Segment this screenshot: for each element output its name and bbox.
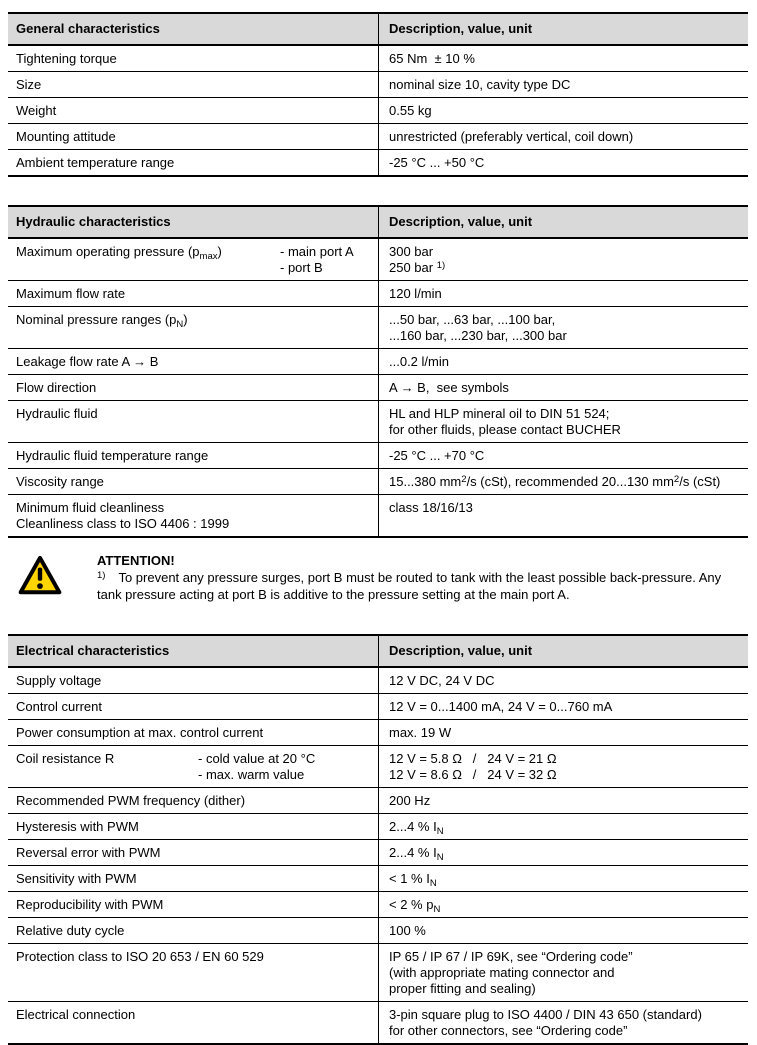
table-row <box>8 865 748 891</box>
row-label: Supply voltage <box>16 672 102 688</box>
row-label-cell <box>8 349 378 374</box>
row-label-cell <box>8 401 378 442</box>
table-row <box>8 46 748 71</box>
table-row <box>8 1001 748 1043</box>
table-row <box>8 149 748 175</box>
row-value-cell: -25 °C ... +50 °C <box>378 150 748 175</box>
row-value-cell: 100 % <box>378 918 748 943</box>
row-label: Maximum flow rate <box>16 285 126 301</box>
row-label: Maximum operating pressure $(p_{max})$ <box>16 243 222 262</box>
row-label-cell <box>8 307 378 348</box>
attention-title: ATTENTION! <box>97 553 175 568</box>
row-sublabel: - main port A - port B <box>280 243 354 275</box>
row-label: Electrical connection <box>16 1006 136 1022</box>
table-title: Hydraulic characteristics <box>16 214 171 229</box>
row-label: Nominal pressure ranges $(p_N)$ <box>16 311 188 330</box>
electrical-header-row <box>8 636 748 668</box>
row-label: Reversal error with PWM <box>16 844 161 860</box>
table-row <box>8 348 748 374</box>
table-row <box>8 306 748 348</box>
table-row <box>8 917 748 943</box>
row-label-cell <box>8 72 378 97</box>
row-value-cell: < 1 % $I_N$ <box>378 866 748 891</box>
table-row <box>8 839 748 865</box>
table-title: Electrical characteristics <box>16 643 170 658</box>
footnote-marker: 1) <box>97 570 106 581</box>
row-value-cell: ...50 bar, ...63 bar, ...100 bar, ...160 bar, ...230 bar, ...300 bar <box>378 307 748 348</box>
row-label: Power consumption at max. control current <box>16 724 264 740</box>
table-row <box>8 787 748 813</box>
table-row <box>8 745 748 787</box>
row-label: Hydraulic fluid temperature range <box>16 447 209 463</box>
attention-note-paragraph <box>97 569 748 603</box>
row-value-cell: max. 19 W <box>378 720 748 745</box>
row-label-cell <box>8 281 378 306</box>
row-label-cell <box>8 46 378 71</box>
row-label: Leakage flow rate A → B <box>16 353 159 369</box>
row-label-cell <box>8 892 378 917</box>
attention-note <box>8 552 748 603</box>
row-label-cell <box>8 668 378 693</box>
row-label: Sensitivity with PWM <box>16 870 137 886</box>
table-row <box>8 668 748 693</box>
row-value-cell: IP 65 / IP 67 / IP 69K, see “Ordering code” (with appropriate mating connector and proper fitting and sealing) <box>378 944 748 1001</box>
attention-text <box>97 552 748 603</box>
table-title: General characteristics <box>16 21 160 36</box>
row-label-cell <box>8 866 378 891</box>
table-row <box>8 239 748 280</box>
row-label-cell <box>8 694 378 719</box>
row-value-cell: 65 Nm ± 10 % <box>378 46 748 71</box>
row-value-cell: 300 bar 250 bar $^{1)}$ <box>378 239 748 280</box>
table-row <box>8 400 748 442</box>
row-label: Protection class to ISO 20 653 / EN 60 529 <box>16 948 264 964</box>
table-row <box>8 943 748 1001</box>
row-label-cell <box>8 239 378 280</box>
table-row <box>8 374 748 400</box>
row-label-cell <box>8 840 378 865</box>
row-label: Weight <box>16 102 57 118</box>
table-value-column-title: Description, value, unit <box>378 14 748 44</box>
electrical-characteristics-table <box>8 634 748 1045</box>
table-value-column-title: Description, value, unit <box>378 636 748 666</box>
row-value-cell: unrestricted (preferably vertical, coil down) <box>378 124 748 149</box>
table-row <box>8 813 748 839</box>
row-sublabel: - cold value at 20 °C - max. warm value <box>198 750 316 782</box>
row-label: Tightening torque <box>16 50 117 66</box>
table-row <box>8 719 748 745</box>
row-value-cell: 120 l/min <box>378 281 748 306</box>
table-row <box>8 891 748 917</box>
row-label-cell <box>8 469 378 494</box>
table-row <box>8 123 748 149</box>
row-value-cell: 3-pin square plug to ISO 4400 / DIN 43 650 (standard) for other connectors, see “Ordering code” <box>378 1002 748 1043</box>
row-label-cell <box>8 443 378 468</box>
row-value-cell: class 18/16/13 <box>378 495 748 536</box>
row-label: Recommended PWM frequency (dither) <box>16 792 246 808</box>
row-label-cell <box>8 1002 378 1043</box>
table-row <box>8 442 748 468</box>
row-value-cell: 12 V = 0...1400 mA, 24 V = 0...760 mA <box>378 694 748 719</box>
row-value-cell: -25 °C ... +70 °C <box>378 443 748 468</box>
row-label-cell <box>8 814 378 839</box>
row-label-cell <box>8 150 378 175</box>
hydraulic-characteristics-table <box>8 205 748 538</box>
row-label-cell <box>8 495 378 536</box>
hydraulic-header-row <box>8 207 748 239</box>
footnote-text: To prevent any pressure surges, port B must be routed to tank with the least possible back-pressure. Any tank pressure acting at port B is additive to the pressure setting at the main port A. <box>97 570 722 602</box>
row-label-cell <box>8 788 378 813</box>
row-label: Hydraulic fluid <box>16 405 98 421</box>
table-row <box>8 494 748 536</box>
row-label: Size <box>16 76 42 92</box>
row-value-cell: A → B, see symbols <box>378 375 748 400</box>
general-header-row <box>8 14 748 46</box>
row-value-cell: ...0.2 l/min <box>378 349 748 374</box>
row-value-cell: 12 V DC, 24 V DC <box>378 668 748 693</box>
row-value-cell: 2...4 % $I_N$ <box>378 840 748 865</box>
table-row <box>8 71 748 97</box>
row-label-cell <box>8 918 378 943</box>
row-value-cell: < 2 % $p_N$ <box>378 892 748 917</box>
row-label: Viscosity range <box>16 473 104 489</box>
row-label: Hysteresis with PWM <box>16 818 139 834</box>
row-value-cell: nominal size 10, cavity type DC <box>378 72 748 97</box>
table-value-column-title: Description, value, unit <box>378 207 748 237</box>
table-row <box>8 468 748 494</box>
row-label: Mounting attitude <box>16 128 116 144</box>
row-label: Coil resistance R <box>16 750 115 766</box>
row-label-cell <box>8 124 378 149</box>
row-label-cell <box>8 944 378 1001</box>
row-value-cell: 200 Hz <box>378 788 748 813</box>
table-row <box>8 280 748 306</box>
warning-triangle-icon <box>18 555 62 596</box>
row-label-cell <box>8 375 378 400</box>
row-label: Control current <box>16 698 102 714</box>
row-label-cell <box>8 720 378 745</box>
table-row <box>8 693 748 719</box>
row-label-cell <box>8 746 378 787</box>
row-label: Flow direction <box>16 379 97 395</box>
row-value-cell: 12 V = 5.8 Ω / 24 V = 21 Ω 12 V = 8.6 Ω / 24 V = 32 Ω <box>378 746 748 787</box>
row-label: Relative duty cycle <box>16 922 125 938</box>
row-label: Reproducibility with PWM <box>16 896 164 912</box>
row-value-cell: HL and HLP mineral oil to DIN 51 524; for other fluids, please contact BUCHER <box>378 401 748 442</box>
row-label: Minimum fluid cleanliness Cleanliness class to ISO 4406 : 1999 <box>16 499 230 531</box>
general-characteristics-table <box>8 12 748 177</box>
table-row <box>8 97 748 123</box>
row-value-cell: 0.55 kg <box>378 98 748 123</box>
row-label: Ambient temperature range <box>16 154 175 170</box>
row-label-cell <box>8 98 378 123</box>
row-value-cell: 15...380 $mm^2/s$ (cSt), recommended 20...130 $mm^2/s$ (cSt) <box>378 469 748 494</box>
row-value-cell: 2...4 % $I_N$ <box>378 814 748 839</box>
